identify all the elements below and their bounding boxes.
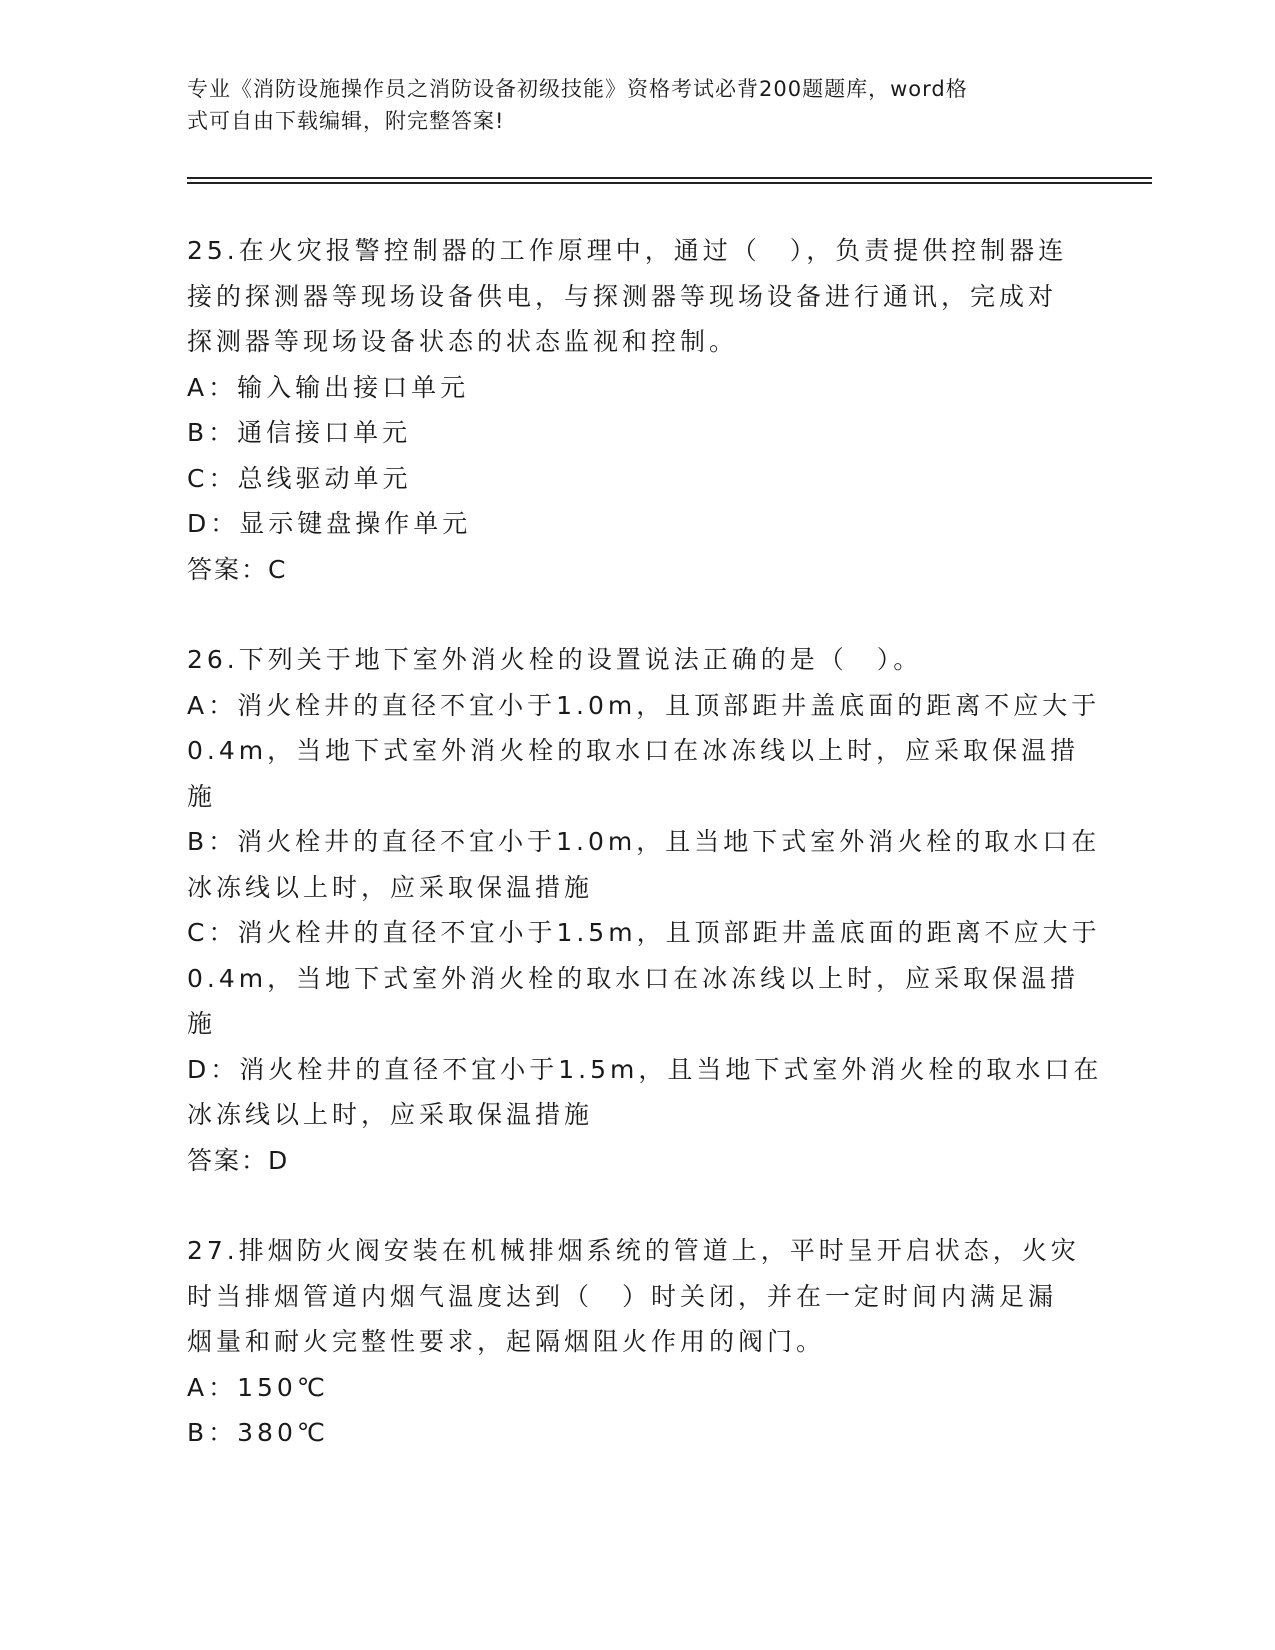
question-list — [187, 228, 1103, 1501]
answer-label: 答案：C — [187, 554, 288, 584]
option-b: B：通信接口单元 — [187, 418, 412, 447]
question-text: 接的探测器等现场设备供电，与探测器等现场设备进行通讯，完成对 — [187, 281, 1058, 311]
document-header — [187, 73, 1067, 137]
option-a-continued: 0.4m，当地下式室外消火栓的取水口在冰冻线以上时，应采取保温措 — [187, 736, 1080, 765]
header-divider — [187, 182, 1152, 184]
option-a-continued: 施 — [187, 781, 217, 811]
option-a: A：输入输出接口单元 — [187, 372, 470, 402]
option-a: A：消火栓井的直径不宜小于1.0m，且顶部距井盖底面的距离不应大于 — [187, 690, 1101, 720]
question-26 — [187, 637, 1103, 1183]
header-divider — [187, 177, 1152, 179]
option-b-continued: 冰冻线以上时，应采取保温措施 — [187, 872, 594, 902]
question-27 — [187, 1228, 1087, 1456]
question-25 — [187, 228, 1087, 592]
question-text: 时当排烟管道内烟气温度达到（ ）时关闭，并在一定时间内满足漏 — [187, 1281, 1058, 1311]
option-c: C：消火栓井的直径不宜小于1.5m，且顶部距井盖底面的距离不应大于 — [187, 918, 1101, 947]
question-text: 探测器等现场设备状态的状态监视和控制。 — [187, 327, 739, 356]
option-c-continued: 施 — [187, 1009, 217, 1038]
answer-label: 答案：D — [187, 1145, 290, 1175]
option-b: B：380℃ — [187, 1418, 329, 1447]
option-d-continued: 冰冻线以上时，应采取保温措施 — [187, 1100, 594, 1129]
option-d: D：消火栓井的直径不宜小于1.5m，且当地下式室外消火栓的取水口在 — [187, 1054, 1103, 1084]
question-text: 27.排烟防火阀安装在机械排烟系统的管道上，平时呈开启状态，火灾 — [187, 1236, 1080, 1265]
option-a: A：150℃ — [187, 1372, 329, 1402]
header-line: 专业《消防设施操作员之消防设备初级技能》资格考试必背200题题库，word格 — [187, 77, 968, 101]
option-d: D：显示键盘操作单元 — [187, 509, 472, 538]
question-text: 25.在火灾报警控制器的工作原理中，通过（ ），负责提供控制器连 — [187, 236, 1068, 265]
option-c: C：总线驱动单元 — [187, 463, 412, 493]
option-c-continued: 0.4m，当地下式室外消火栓的取水口在冰冻线以上时，应采取保温措 — [187, 963, 1080, 993]
header-line: 式可自由下载编辑，附完整答案! — [187, 109, 505, 133]
question-text: 烟量和耐火完整性要求，起隔烟阻火作用的阀门。 — [187, 1327, 826, 1356]
question-text: 26.下列关于地下室外消火栓的设置说法正确的是（ ）。 — [187, 645, 923, 674]
option-b: B：消火栓井的直径不宜小于1.0m，且当地下式室外消火栓的取水口在 — [187, 827, 1101, 856]
